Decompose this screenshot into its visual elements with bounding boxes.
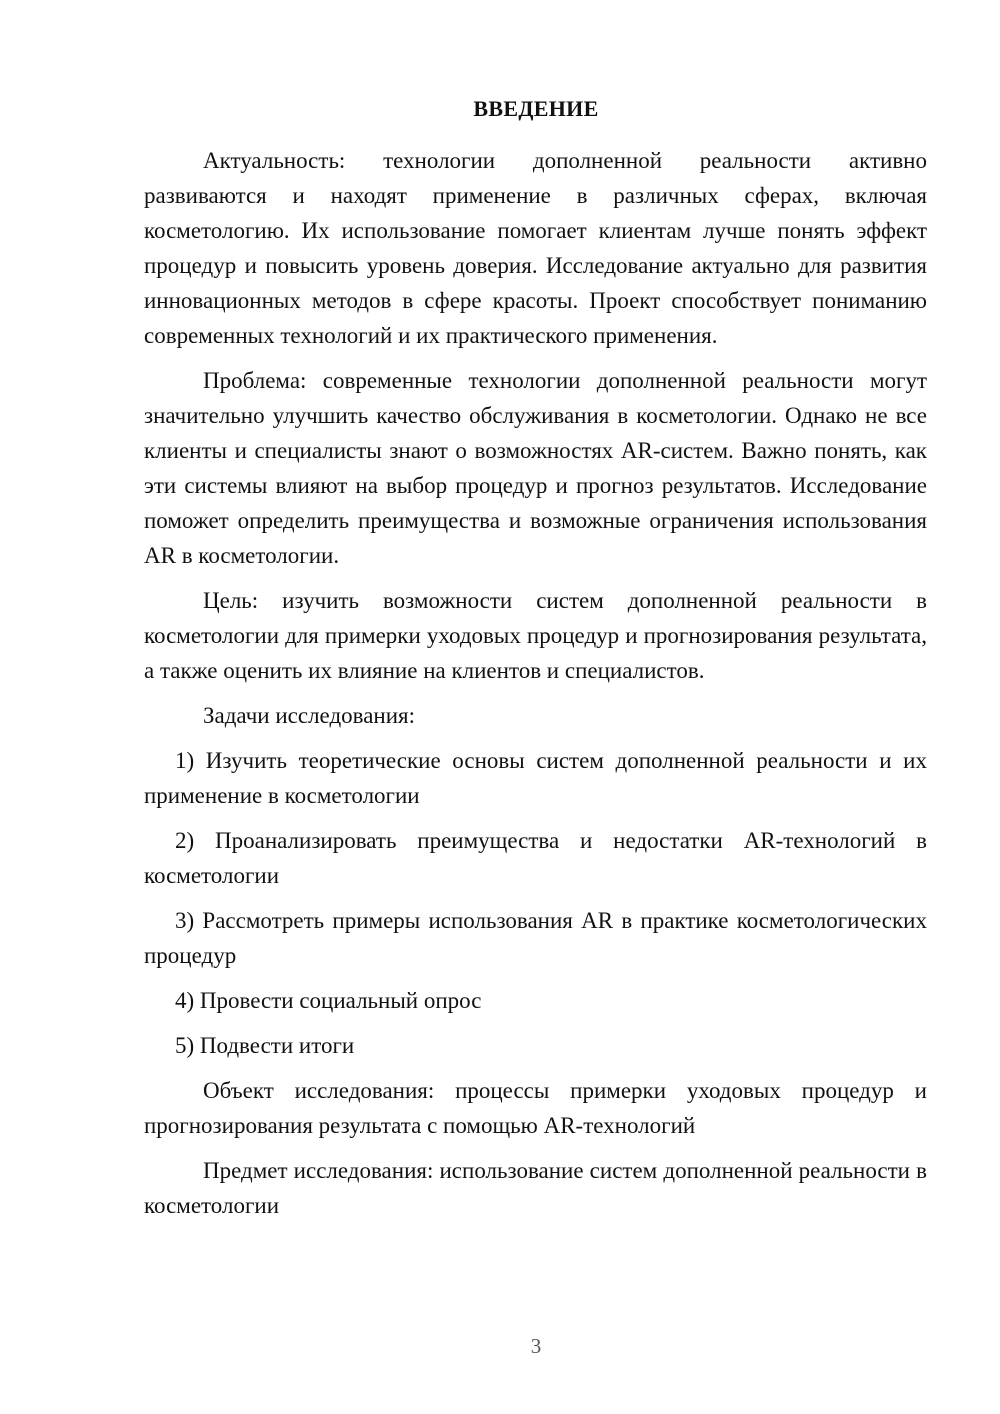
page-number: 3 <box>530 1334 542 1358</box>
problem-paragraph: Проблема: современные технологии дополненной реальности могут значительно улучшить качество обслуживания в косметологии. Однако не все клиенты и специалисты знают о возможностях AR-систем. Важно понять, как эти системы влияют на выбор процедур и прогноз результатов. Исследование поможет определить преимущества и возможные ограничения использования AR в косметологии. <box>144 368 927 568</box>
document-body <box>144 143 927 1233</box>
object-paragraph: Объект исследования: процессы примерки уходовых процедур и прогнозирования результата с помощью AR-технологий <box>144 1078 927 1138</box>
relevance-paragraph: Актуальность: технологии дополненной реальности активно развиваются и находят применение в различных сферах, включая косметологию. Их использование помогает клиентам лучше понять эффект процедур и повысить уровень доверия. Исследование актуально для развития инновационных методов в сфере красоты. Проект способствует пониманию современных технологий и их практического применения. <box>144 148 927 348</box>
task-item-4: 4) Провести социальный опрос <box>175 988 482 1013</box>
task-item-3: 3) Рассмотреть примеры использования AR в практике косметологических процедур <box>144 908 927 968</box>
subject-paragraph: Предмет исследования: использование систем дополненной реальности в косметологии <box>144 1158 927 1218</box>
task-item-1: 1) Изучить теоретические основы систем дополненной реальности и их применение в косметологии <box>144 748 927 808</box>
task-item-2: 2) Проанализировать преимущества и недостатки AR-технологий в косметологии <box>144 828 927 888</box>
goal-paragraph: Цель: изучить возможности систем дополненной реальности в косметологии для примерки уходовых процедур и прогнозирования результата, а также оценить их влияние на клиентов и специалистов. <box>144 588 927 683</box>
tasks-heading: Задачи исследования: <box>203 703 416 728</box>
page-title: ВВЕДЕНИЕ <box>473 96 599 121</box>
task-item-5: 5) Подвести итоги <box>175 1033 355 1058</box>
